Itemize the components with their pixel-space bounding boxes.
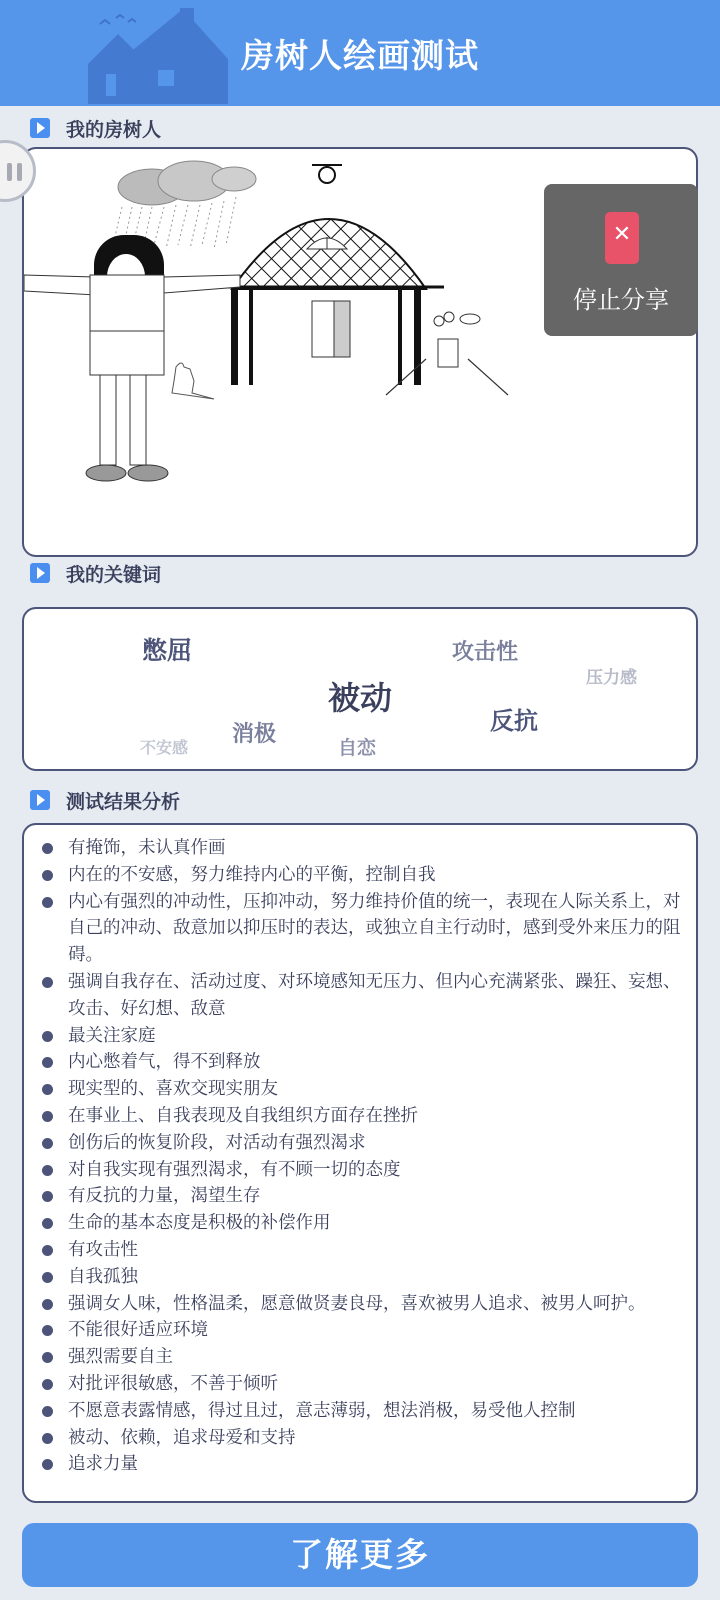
list-item: 内心憋着气，得不到释放 bbox=[40, 1049, 682, 1076]
list-item: 内在的不安感，努力维持内心的平衡，控制自我 bbox=[40, 862, 682, 889]
section-header-analysis bbox=[30, 787, 180, 813]
section-header-drawing bbox=[30, 115, 161, 141]
stop-share-button[interactable] bbox=[544, 184, 698, 336]
keyword-tag: 反抗 bbox=[490, 707, 538, 735]
list-item: 对批评很敏感，不善于倾听 bbox=[40, 1371, 682, 1398]
keyword-tag: 自恋 bbox=[338, 737, 377, 759]
analysis-card[interactable] bbox=[22, 823, 698, 1503]
list-item: 内心有强烈的冲动性，压抑冲动，努力维持价值的统一，表现在人际关系上，对自己的冲动、敌意加以抑压时的表达，或独立自主行动时，感到受外来压力的阻碍。 bbox=[40, 889, 682, 969]
list-item: 不愿意表露情感，得过且过，意志薄弱，想法消极，易受他人控制 bbox=[40, 1398, 682, 1425]
list-item: 现实型的、喜欢交现实朋友 bbox=[40, 1076, 682, 1103]
list-item: 生命的基本态度是积极的补偿作用 bbox=[40, 1210, 682, 1237]
play-icon bbox=[30, 790, 50, 810]
keywords-card bbox=[22, 607, 698, 771]
list-item: 追求力量 bbox=[40, 1451, 682, 1478]
section-header-keywords bbox=[30, 560, 161, 586]
list-item: 最关注家庭 bbox=[40, 1023, 682, 1050]
page-title: 房树人绘画测试 bbox=[241, 36, 479, 75]
list-item: 强烈需要自主 bbox=[40, 1344, 682, 1371]
section-title-keywords: 我的关键词 bbox=[66, 563, 162, 586]
play-icon bbox=[30, 563, 50, 583]
app-header bbox=[0, 0, 720, 106]
analysis-list bbox=[40, 835, 682, 1478]
list-item: 强调女人味，性格温柔，愿意做贤妻良母，喜欢被男人追求、被男人呵护。 bbox=[40, 1291, 682, 1318]
play-icon bbox=[30, 118, 50, 138]
keyword-tag: 不安感 bbox=[140, 738, 189, 757]
list-item: 在事业上、自我表现及自我组织方面存在挫折 bbox=[40, 1103, 682, 1130]
list-item: 被动、依赖，追求母爱和支持 bbox=[40, 1425, 682, 1452]
list-item: 有攻击性 bbox=[40, 1237, 682, 1264]
list-item: 对自我实现有强烈渴求，有不顾一切的态度 bbox=[40, 1157, 682, 1184]
keyword-tag: 压力感 bbox=[586, 668, 637, 688]
section-title-drawing: 我的房树人 bbox=[66, 118, 162, 141]
learn-more-button[interactable]: 了解更多 bbox=[22, 1523, 698, 1587]
section-title-analysis: 测试结果分析 bbox=[66, 790, 181, 813]
list-item: 强调自我存在、活动过度、对环境感知无压力、但内心充满紧张、躁狂、妄想、攻击、好幻想、敌意 bbox=[40, 969, 682, 1023]
list-item: 不能很好适应环境 bbox=[40, 1317, 682, 1344]
list-item: 有反抗的力量，渴望生存 bbox=[40, 1183, 682, 1210]
list-item: 自我孤独 bbox=[40, 1264, 682, 1291]
stop-share-label: 停止分享 bbox=[573, 286, 669, 314]
keyword-tag: 消极 bbox=[232, 722, 277, 747]
phone-x-icon: ✕ bbox=[605, 212, 639, 264]
keyword-tag: 憋屈 bbox=[142, 636, 193, 665]
list-item: 有掩饰，未认真作画 bbox=[40, 835, 682, 862]
list-item: 创伤后的恢复阶段，对活动有强烈渴求 bbox=[40, 1130, 682, 1157]
keyword-tag: 被动 bbox=[328, 679, 393, 717]
keyword-tag: 攻击性 bbox=[452, 640, 519, 665]
